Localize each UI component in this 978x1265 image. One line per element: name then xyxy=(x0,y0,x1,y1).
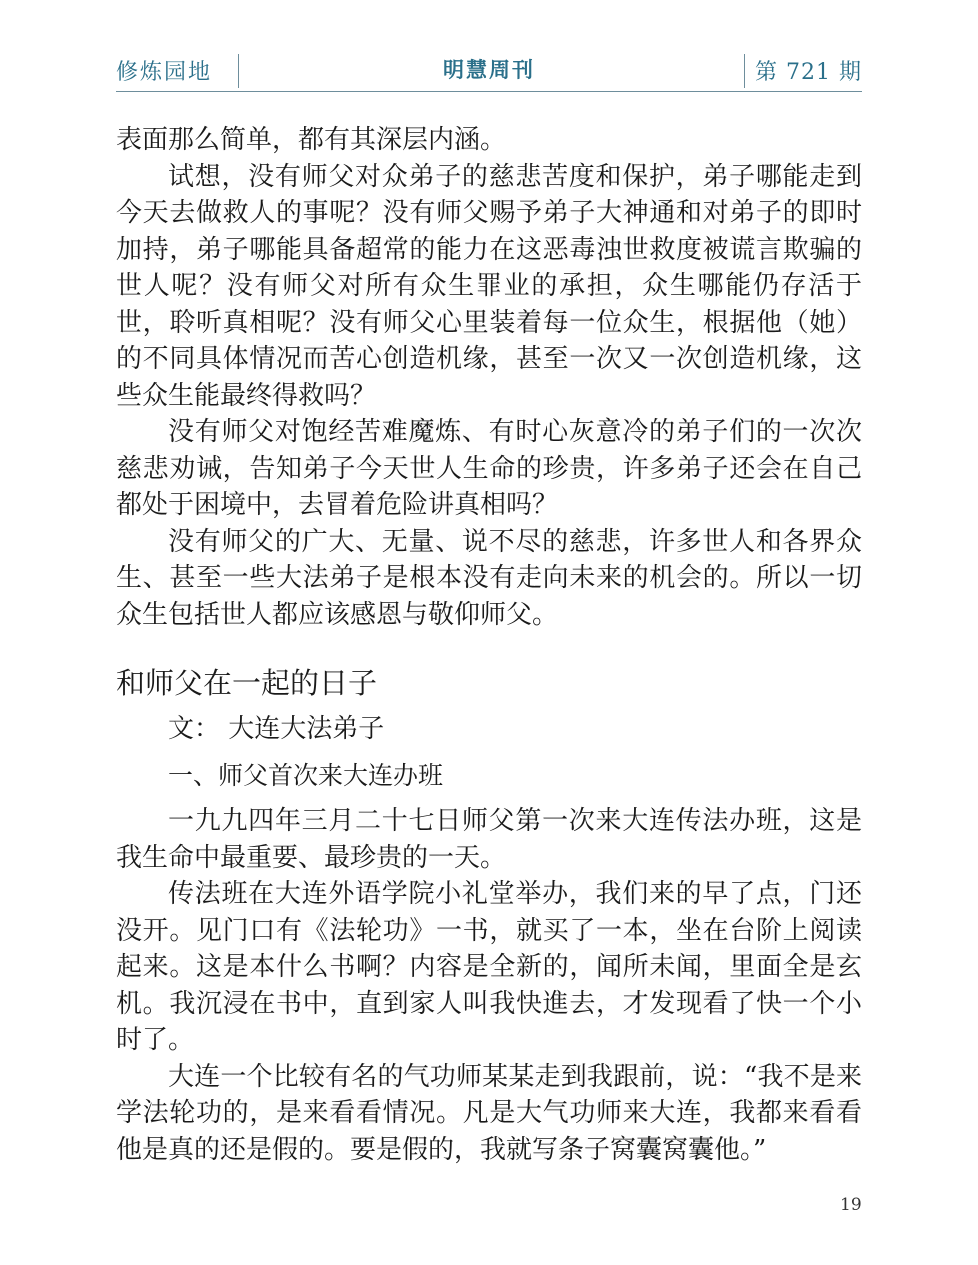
header-rule xyxy=(116,91,862,92)
paragraph: 大连一个比较有名的气功师某某走到我跟前，说：“我不是来学法轮功的，是来看看情况。凡是大气功师来大连，我都来看看他是真的还是假的。要是假的，我就写条子窝囊窝囊他。” xyxy=(116,1061,862,1165)
article-byline: 文： 大连大法弟子 xyxy=(168,714,385,744)
section-heading: 一、师父首次来大连办班 xyxy=(168,761,444,790)
continued-paragraph: 表面那么简单，都有其深层内涵。 xyxy=(116,125,507,155)
section-name: 修炼园地 xyxy=(116,60,213,85)
paragraph: 没有师父对饱经苦难魔炼、有时心灰意冷的弟子们的一次次慈悲劝诫，告知弟子今天世人生命的珍贵，许多弟子还会在自己都处于困境中，去冒着危险讲真相吗？ xyxy=(116,417,862,520)
header-divider-right xyxy=(744,54,745,88)
page-body xyxy=(116,122,862,1168)
page-number: 19 xyxy=(840,1195,862,1215)
paragraph: 试想，没有师父对众弟子的慈悲苦度和保护，弟子哪能走到今天去做救人的事呢？没有师父赐予弟子大神通和对弟子的即时加持，弟子哪能具备超常的能力在这恶毒浊世救度被谎言欺骗的世人呢？没有师父对所有众生罪业的承担，众生哪能仍存活于世，聆听真相呢？没有师父心里装着每一位众生，根据他（她）的不同具体情况而苦心创造机缘，甚至一次又一次创造机缘，这些众生能最终得救吗？ xyxy=(116,161,862,411)
publication-title: 明慧周刊 xyxy=(443,58,535,82)
running-header xyxy=(116,48,862,92)
issue-number: 第 721 期 xyxy=(755,60,862,85)
article-title: 和师父在一起的日子 xyxy=(116,666,378,700)
paragraph: 没有师父的广大、无量、说不尽的慈悲，许多世人和各界众生、甚至一些大法弟子是根本没有走向未来的机会的。所以一切众生包括世人都应该感恩与敬仰师父。 xyxy=(116,526,862,630)
paragraph: 一九九四年三月二十七日师父第一次来大连传法办班，这是我生命中最重要、最珍贵的一天。 xyxy=(116,806,862,873)
paragraph: 传法班在大连外语学院小礼堂举办，我们来的早了点，门还没开。见门口有《法轮功》一书，就买了一本，坐在台阶上阅读起来。这是本什么书啊？内容是全新的，闻所未闻，里面全是玄机。我沉浸在书中，直到家人叫我快進去，才发现看了快一个小时了。 xyxy=(116,879,862,1055)
